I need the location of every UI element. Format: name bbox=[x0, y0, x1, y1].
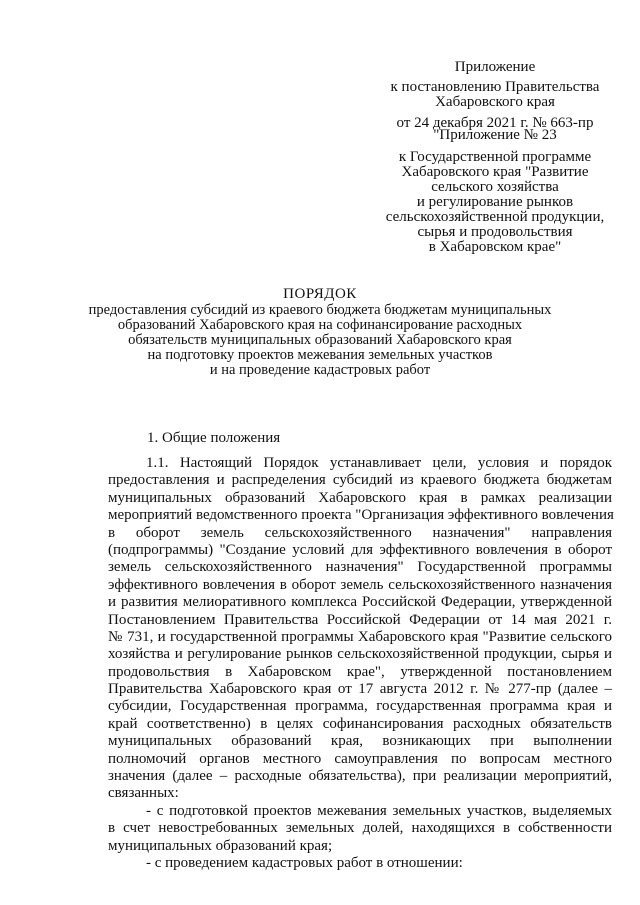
subtitle-line: и на проведение кадастровых работ bbox=[209, 362, 431, 378]
body-line: мероприятий ведомственного проекта "Организация эффективного вовлечения bbox=[108, 507, 614, 524]
body-line: Правительства Хабаровского края от 17 августа 2012 г. № 277-пр (далее – bbox=[108, 681, 612, 698]
program-line: в Хабаровском крае" bbox=[428, 239, 562, 255]
document-subtitle bbox=[80, 303, 560, 378]
appendix-label bbox=[360, 60, 630, 75]
body-line: (подпрограммы) "Создание условий для эффективного вовлечения в оборот bbox=[108, 541, 612, 558]
body-line: хозяйства и регулирование рынков сельскохозяйственной продукции, сырья и bbox=[108, 646, 612, 663]
body-line: и развития мелиоративного комплекса Российской Федерации, утвержденной bbox=[108, 594, 612, 611]
decree-line: к постановлению Правительства bbox=[390, 79, 600, 95]
body-line: край соответственно) в целях софинансирования расходных обязательств bbox=[108, 715, 612, 732]
body-line: муниципальных образований Хабаровского края в рамках реализации bbox=[108, 489, 612, 506]
decree-line: Хабаровского края bbox=[435, 94, 555, 110]
subtitle-line: на подготовку проектов межевания земельных участков bbox=[147, 347, 493, 363]
program-line: и регулирование рынков bbox=[416, 194, 574, 210]
body-line: в счет невостребованных земельных долей, находящихся в собственности bbox=[108, 820, 612, 837]
program-reference bbox=[360, 150, 630, 255]
subtitle-line: образований Хабаровского края на софинансирование расходных bbox=[117, 317, 523, 333]
body-line: эффективного вовлечения в оборот земель сельскохозяйственного назначения bbox=[108, 576, 612, 593]
body-line: в оборот земель сельскохозяйственного назначения" направления bbox=[108, 524, 612, 541]
appendix-number-text: "Приложение № 23 bbox=[433, 127, 557, 143]
program-line: Хабаровского края "Развитие bbox=[401, 164, 589, 180]
body-line: значения (далее – расходные обязательства), при реализации мероприятий, bbox=[108, 768, 612, 785]
decree-line: от 24 декабря 2021 г. № 663-пр bbox=[396, 115, 594, 131]
body-line: - с подготовкой проектов межевания земельных участков, выделяемых bbox=[146, 802, 612, 819]
section-heading: 1. Общие положения bbox=[147, 430, 281, 446]
body-text bbox=[108, 455, 612, 872]
program-line: к Государственной программе bbox=[398, 149, 592, 165]
body-line: - с проведением кадастровых работ в отношении: bbox=[146, 854, 463, 871]
subtitle-line: обязательств муниципальных образований Хабаровского края bbox=[128, 332, 512, 348]
body-line: полномочий органов местного самоуправления по вопросам местного bbox=[108, 750, 612, 767]
body-line: субсидии, Государственная программа, государственная программа края и bbox=[108, 698, 612, 715]
body-line: предоставления и распределения субсидий из краевого бюджета бюджетам bbox=[108, 472, 612, 489]
appendix-number bbox=[360, 128, 630, 143]
body-line: муниципальных образований края, возникающих при выполнении bbox=[108, 733, 612, 750]
program-line: сельского хозяйства bbox=[431, 179, 559, 195]
decree-reference bbox=[360, 80, 630, 131]
body-line: земель сельскохозяйственного назначения" Государственной программы bbox=[108, 559, 612, 576]
body-line: связанных: bbox=[108, 785, 179, 802]
program-line: сельскохозяйственной продукции, bbox=[385, 209, 605, 225]
appendix-label-text: Приложение bbox=[454, 59, 536, 75]
body-line: 1.1. Настоящий Порядок устанавливает цели, условия и порядок bbox=[146, 455, 612, 471]
body-line: Постановлением Правительства Российской Федерации от 14 мая 2021 г. bbox=[108, 611, 612, 628]
program-line: сырья и продовольствия bbox=[417, 224, 573, 240]
body-line: муниципальных образований края; bbox=[108, 837, 333, 854]
subtitle-line: предоставления субсидий из краевого бюджета бюджетам муниципальных bbox=[88, 302, 552, 318]
body-line: № 731, и государственной программы Хабаровского края "Развитие сельского bbox=[108, 628, 612, 645]
body-line: продовольствия в Хабаровском крае", утвержденной постановлением bbox=[108, 663, 612, 680]
document-title: ПОРЯДОК bbox=[283, 286, 357, 302]
